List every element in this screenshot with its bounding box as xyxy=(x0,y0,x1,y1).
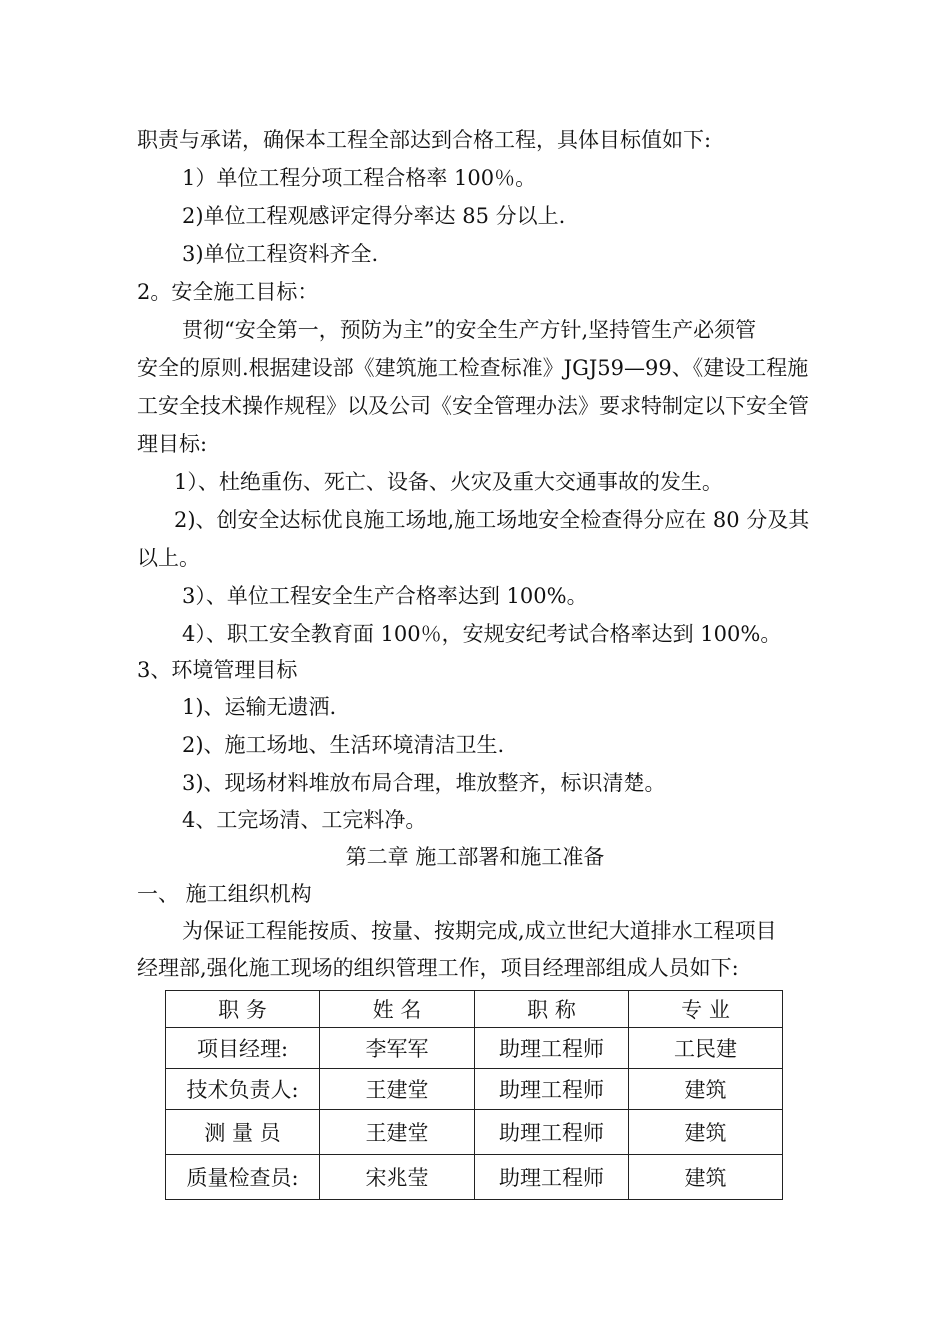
column-header-title: 职 称 xyxy=(475,991,629,1028)
table-row xyxy=(166,1069,783,1110)
table-row xyxy=(166,1028,783,1069)
chapter-title: 第二章 施工部署和施工准备 xyxy=(345,845,605,869)
paragraph-line: 为保证工程能按质、按量、按期完成,成立世纪大道排水工程项目 xyxy=(182,919,777,943)
cell-specialty: 建筑 xyxy=(629,1069,783,1110)
paragraph-line: 贯彻“安全第一，预防为主”的安全生产方针,坚持管生产必须管 xyxy=(182,318,757,342)
paragraph-line: 职责与承诺，确保本工程全部达到合格工程，具体目标值如下: xyxy=(137,128,712,152)
column-header-position: 职 务 xyxy=(166,991,320,1028)
cell-title: 助理工程师 xyxy=(475,1028,629,1069)
cell-title: 助理工程师 xyxy=(475,1069,629,1110)
cell-name: 宋兆莹 xyxy=(320,1155,475,1200)
section-heading: 一、 施工组织机构 xyxy=(137,882,312,906)
paragraph-line: 经理部,强化施工现场的组织管理工作，项目经理部组成人员如下: xyxy=(137,956,739,980)
cell-position: 技术负责人: xyxy=(166,1069,320,1110)
safety-goal-item: 3）、单位工程安全生产合格率达到 100%。 xyxy=(182,584,588,608)
safety-goal-item: 4）、职工安全教育面 100％，安规安纪考试合格率达到 100%。 xyxy=(182,622,782,646)
paragraph-line: 以上。 xyxy=(137,546,200,570)
cell-specialty: 建筑 xyxy=(629,1155,783,1200)
cell-specialty: 建筑 xyxy=(629,1110,783,1155)
table-row xyxy=(166,1155,783,1200)
cell-name: 王建堂 xyxy=(320,1069,475,1110)
section-heading: 2。安全施工目标： xyxy=(137,280,319,304)
paragraph-line: 安全的原则.根据建设部《建筑施工检查标准》JGJ59—99、《建设工程施 xyxy=(137,356,809,380)
staff-table xyxy=(165,990,783,1200)
quality-goal-item: 2)单位工程观感评定得分率达 85 分以上. xyxy=(182,204,566,228)
table-header-row xyxy=(166,991,783,1028)
safety-goal-item: 2)、创安全达标优良施工场地,施工场地安全检查得分应在 80 分及其 xyxy=(174,508,810,532)
environment-goal-item: 3)、现场材料堆放布局合理，堆放整齐，标识清楚。 xyxy=(182,771,666,795)
quality-goal-item: 1）单位工程分项工程合格率 100％。 xyxy=(182,166,537,190)
environment-goal-item: 2)、施工场地、生活环境清洁卫生. xyxy=(182,733,505,757)
column-header-specialty: 专 业 xyxy=(629,991,783,1028)
cell-name: 王建堂 xyxy=(320,1110,475,1155)
environment-goal-item: 4、工完场清、工完料净。 xyxy=(182,808,427,832)
section-heading: 3、环境管理目标 xyxy=(137,658,298,682)
paragraph-line: 工安全技术操作规程》以及公司《安全管理办法》要求特制定以下安全管 xyxy=(137,394,809,418)
quality-goal-item: 3)单位工程资料齐全. xyxy=(182,242,379,266)
column-header-name: 姓 名 xyxy=(320,991,475,1028)
cell-position: 质量检查员: xyxy=(166,1155,320,1200)
environment-goal-item: 1)、运输无遗洒. xyxy=(182,695,337,719)
cell-specialty: 工民建 xyxy=(629,1028,783,1069)
paragraph-line: 理目标: xyxy=(137,432,208,456)
cell-title: 助理工程师 xyxy=(475,1110,629,1155)
cell-name: 李军军 xyxy=(320,1028,475,1069)
cell-position: 项目经理: xyxy=(166,1028,320,1069)
safety-goal-item: 1）、杜绝重伤、死亡、设备、火灾及重大交通事故的发生。 xyxy=(174,470,723,494)
table-row xyxy=(166,1110,783,1155)
cell-title: 助理工程师 xyxy=(475,1155,629,1200)
cell-position: 测 量 员 xyxy=(166,1110,320,1155)
